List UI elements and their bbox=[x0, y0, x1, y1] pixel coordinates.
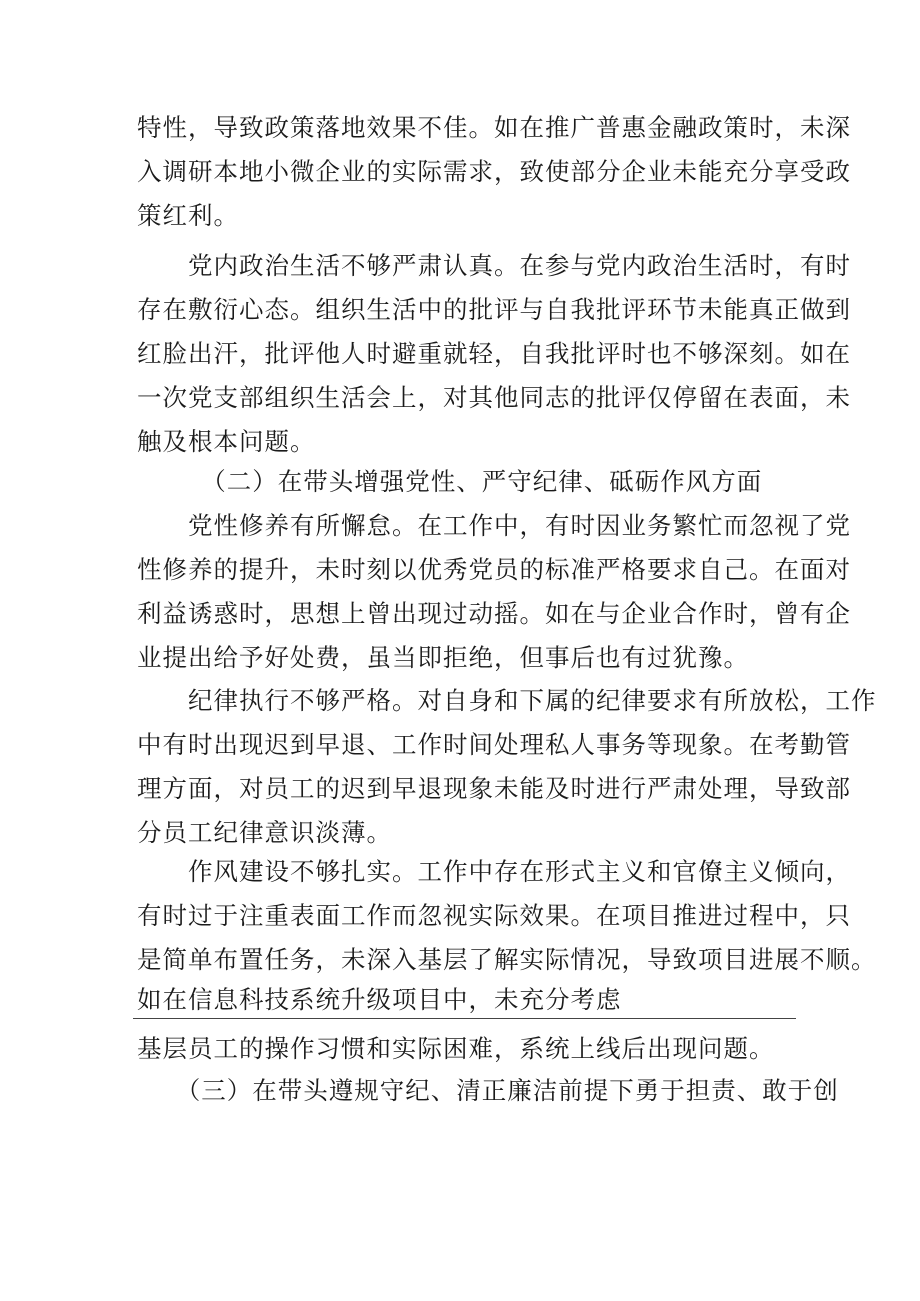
text-line: 党性修养有所懈怠。在工作中，有时因业务繁忙而忽视了党 bbox=[137, 511, 851, 540]
text-line: 基层员工的操作习惯和实际困难，系统上线后出现问题。 bbox=[137, 1034, 775, 1063]
text-line: 存在敷衍心态。组织生活中的批评与自我批评环节未能真正做到 bbox=[137, 295, 851, 324]
text-line: 策红利。 bbox=[137, 201, 239, 230]
text-line: 性修养的提升，未时刻以优秀党员的标准严格要求自己。在面对 bbox=[137, 555, 851, 584]
text-line: 作风建设不够扎实。工作中存在形式主义和官僚主义倾向， bbox=[137, 857, 851, 886]
text-line: 中有时出现迟到早退、工作时间处理私人事务等现象。在考勤管 bbox=[137, 730, 851, 759]
page-divider bbox=[133, 1018, 796, 1019]
text-line: 党内政治生活不够严肃认真。在参与党内政治生活时，有时 bbox=[137, 251, 851, 280]
text-line: 一次党支部组织生活会上，对其他同志的批评仅停留在表面，未 bbox=[137, 383, 851, 412]
text-line: 理方面，对员工的迟到早退现象未能及时进行严肃处理，导致部 bbox=[137, 774, 851, 803]
text-line: 业提出给予好处费，虽当即拒绝，但事后也有过犹豫。 bbox=[137, 643, 749, 672]
text-line: 利益诱惑时，思想上曾出现过动摇。如在与企业合作时，曾有企 bbox=[137, 599, 851, 628]
text-line: 是简单布置任务，未深入基层了解实际情况，导致项目进展不顺。 bbox=[137, 945, 877, 974]
text-line: 如在信息科技系统升级项目中，未充分考虑 bbox=[137, 985, 622, 1014]
text-line: 分员工纪律意识淡薄。 bbox=[137, 818, 392, 847]
text-line: 触及根本问题。 bbox=[137, 427, 316, 456]
text-line: 特性，导致政策落地效果不佳。如在推广普惠金融政策时，未深 bbox=[137, 113, 851, 142]
text-line: 纪律执行不够严格。对自身和下属的纪律要求有所放松，工作 bbox=[137, 686, 877, 715]
text-line: 有时过于注重表面工作而忽视实际效果。在项目推进过程中，只 bbox=[137, 901, 851, 930]
text-line: 红脸出汗，批评他人时避重就轻，自我批评时也不够深刻。如在 bbox=[137, 339, 851, 368]
text-line: 入调研本地小微企业的实际需求，致使部分企业未能充分享受政 bbox=[137, 157, 851, 186]
section-heading: （二）在带头增强党性、严守纪律、砥砺作风方面 bbox=[137, 467, 763, 496]
section-heading: （三）在带头遵规守纪、清正廉洁前提下勇于担责、敢于创 bbox=[137, 1076, 839, 1105]
